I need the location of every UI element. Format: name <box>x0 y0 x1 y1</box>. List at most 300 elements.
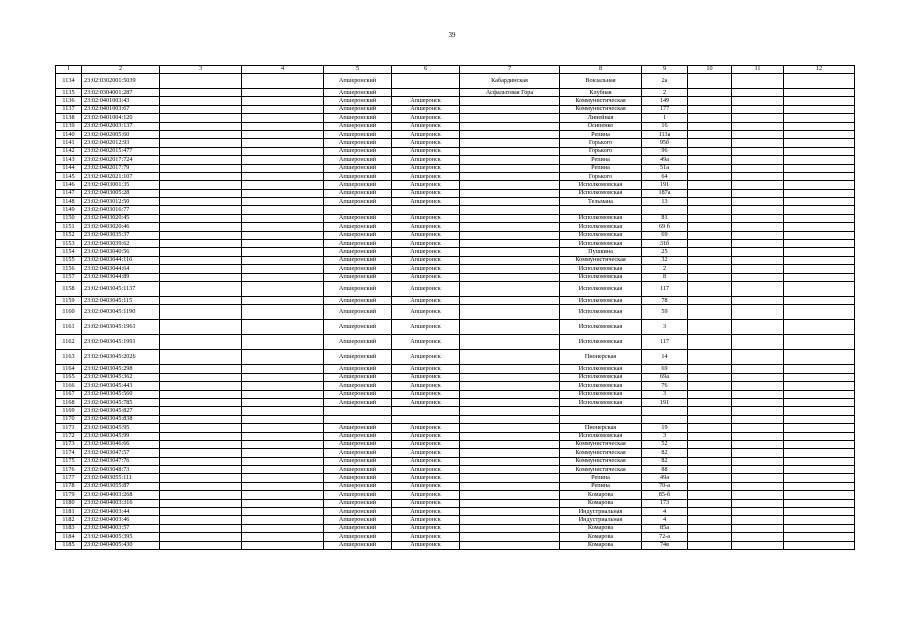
house-number-cell: 64 <box>642 172 688 180</box>
street-cell: Исполкомовская <box>560 373 642 381</box>
table-row <box>56 164 855 172</box>
district-cell: Апшеронский <box>324 474 392 482</box>
empty-cell <box>160 440 242 448</box>
street-cell: Комарова <box>560 499 642 507</box>
empty-cell <box>784 114 855 122</box>
house-number-cell: 69 б <box>642 223 688 231</box>
house-number-cell: 2а <box>642 74 688 89</box>
empty-cell <box>784 320 855 335</box>
street-cell: Коммунистическая <box>560 256 642 264</box>
column-number: 11 <box>732 66 784 74</box>
empty-cell <box>784 231 855 239</box>
locality-cell <box>460 320 560 335</box>
settlement-cell: Апшеронск <box>392 335 460 350</box>
empty-cell <box>160 156 242 164</box>
empty-cell <box>732 273 784 281</box>
empty-cell <box>688 256 732 264</box>
empty-cell <box>784 130 855 138</box>
house-number-cell: 88 <box>642 466 688 474</box>
district-cell: Апшеронский <box>324 482 392 490</box>
empty-cell <box>784 508 855 516</box>
house-number-cell: 2 <box>642 265 688 273</box>
street-cell: Индустриальная <box>560 508 642 516</box>
empty-cell <box>732 457 784 465</box>
empty-cell <box>688 265 732 273</box>
street-cell: Исполкомовская <box>560 223 642 231</box>
row-number-cell: 1154 <box>56 248 82 256</box>
locality-cell: Асфальтовая Гора <box>460 89 560 97</box>
empty-cell <box>688 541 732 549</box>
empty-cell <box>688 139 732 147</box>
column-number: 1 <box>56 66 82 74</box>
empty-cell <box>688 305 732 320</box>
cadastral-number-cell: 23:02:0402017:724 <box>82 156 160 164</box>
house-number-cell: 4 <box>642 516 688 524</box>
column-number: 3 <box>160 66 242 74</box>
empty-cell <box>784 273 855 281</box>
locality-cell <box>460 122 560 130</box>
district-cell <box>324 206 392 214</box>
row-number-cell: 1140 <box>56 130 82 138</box>
locality-cell <box>460 499 560 507</box>
house-number-cell <box>642 206 688 214</box>
row-number-cell: 1149 <box>56 206 82 214</box>
cadastral-number-cell: 23:02:0403045:1137 <box>82 281 160 296</box>
empty-cell <box>784 432 855 440</box>
empty-cell <box>242 130 324 138</box>
empty-cell <box>242 248 324 256</box>
settlement-cell: Апшеронск <box>392 474 460 482</box>
house-number-cell: 95б <box>642 139 688 147</box>
cadastral-number-cell: 23:02:0403020:45 <box>82 214 160 222</box>
locality-cell <box>460 482 560 490</box>
empty-cell <box>160 335 242 350</box>
empty-cell <box>688 373 732 381</box>
empty-cell <box>732 382 784 390</box>
empty-cell <box>688 398 732 406</box>
table-row <box>56 457 855 465</box>
empty-cell <box>784 533 855 541</box>
street-cell: Пушкина <box>560 248 642 256</box>
empty-cell <box>732 320 784 335</box>
house-number-cell: 69 <box>642 365 688 373</box>
empty-cell <box>732 164 784 172</box>
empty-cell <box>732 281 784 296</box>
empty-cell <box>160 508 242 516</box>
empty-cell <box>242 206 324 214</box>
district-cell: Апшеронский <box>324 273 392 281</box>
street-cell: Исполкомовская <box>560 390 642 398</box>
empty-cell <box>688 189 732 197</box>
empty-cell <box>688 172 732 180</box>
locality-cell <box>460 305 560 320</box>
settlement-cell: Апшеронск <box>392 172 460 180</box>
district-cell: Апшеронский <box>324 139 392 147</box>
house-number-cell: 16 <box>642 122 688 130</box>
empty-cell <box>160 164 242 172</box>
empty-cell <box>688 89 732 97</box>
street-cell: Исполкомовская <box>560 273 642 281</box>
empty-cell <box>242 516 324 524</box>
district-cell: Апшеронский <box>324 97 392 105</box>
table-row <box>56 398 855 406</box>
table-row <box>56 491 855 499</box>
empty-cell <box>688 223 732 231</box>
column-number: 7 <box>460 66 560 74</box>
street-cell: Репина <box>560 482 642 490</box>
table-row <box>56 240 855 248</box>
locality-cell <box>460 156 560 164</box>
locality-cell <box>460 206 560 214</box>
district-cell: Апшеронский <box>324 105 392 113</box>
table-row <box>56 97 855 105</box>
locality-cell <box>460 240 560 248</box>
column-number-row <box>56 66 855 74</box>
settlement-cell: Апшеронск <box>392 122 460 130</box>
settlement-cell: Апшеронск <box>392 482 460 490</box>
empty-cell <box>732 482 784 490</box>
cadastral-number-cell: 23:02:0403044:89 <box>82 273 160 281</box>
column-number: 4 <box>242 66 324 74</box>
empty-cell <box>784 424 855 432</box>
cadastral-number-cell: 23:02:0403046:66 <box>82 440 160 448</box>
empty-cell <box>160 296 242 304</box>
empty-cell <box>160 97 242 105</box>
empty-cell <box>688 524 732 532</box>
district-cell: Апшеронский <box>324 265 392 273</box>
district-cell: Апшеронский <box>324 164 392 172</box>
house-number-cell: 117 <box>642 335 688 350</box>
cadastral-number-cell: 23:02:0403045:99 <box>82 432 160 440</box>
cadastral-number-cell: 23:02:0404003:268 <box>82 491 160 499</box>
settlement-cell: Апшеронск <box>392 516 460 524</box>
empty-cell <box>784 181 855 189</box>
empty-cell <box>242 240 324 248</box>
cadastral-number-cell: 23:02:0403045:2026 <box>82 350 160 365</box>
empty-cell <box>784 223 855 231</box>
locality-cell <box>460 256 560 264</box>
empty-cell <box>784 164 855 172</box>
table-row <box>56 281 855 296</box>
empty-cell <box>160 499 242 507</box>
settlement-cell: Апшеронск <box>392 398 460 406</box>
empty-cell <box>732 223 784 231</box>
house-number-cell: 113а <box>642 130 688 138</box>
locality-cell <box>460 97 560 105</box>
street-cell: Горького <box>560 147 642 155</box>
cadastral-number-cell: 23:02:0403045:95 <box>82 424 160 432</box>
column-number: 5 <box>324 66 392 74</box>
street-cell: Комарова <box>560 524 642 532</box>
district-cell: Апшеронский <box>324 147 392 155</box>
column-number: 12 <box>784 66 855 74</box>
empty-cell <box>784 105 855 113</box>
street-cell: Линейная <box>560 114 642 122</box>
empty-cell <box>688 97 732 105</box>
settlement-cell: Апшеронск <box>392 424 460 432</box>
locality-cell <box>460 214 560 222</box>
table-row <box>56 147 855 155</box>
settlement-cell: Апшеронск <box>392 139 460 147</box>
street-cell: Горького <box>560 139 642 147</box>
empty-cell <box>160 74 242 89</box>
empty-cell <box>784 449 855 457</box>
house-number-cell: 69 <box>642 231 688 239</box>
district-cell: Апшеронский <box>324 231 392 239</box>
empty-cell <box>784 206 855 214</box>
empty-cell <box>784 398 855 406</box>
empty-cell <box>688 533 732 541</box>
empty-cell <box>732 248 784 256</box>
empty-cell <box>732 74 784 89</box>
empty-cell <box>732 508 784 516</box>
empty-cell <box>242 398 324 406</box>
locality-cell <box>460 172 560 180</box>
empty-cell <box>784 305 855 320</box>
locality-cell: Кабардинская <box>460 74 560 89</box>
empty-cell <box>160 516 242 524</box>
table-row <box>56 74 855 89</box>
empty-cell <box>242 214 324 222</box>
district-cell: Апшеронский <box>324 524 392 532</box>
settlement-cell: Апшеронск <box>392 350 460 365</box>
row-number-cell: 1168 <box>56 398 82 406</box>
locality-cell <box>460 466 560 474</box>
locality-cell <box>460 273 560 281</box>
table-row <box>56 320 855 335</box>
table-row <box>56 305 855 320</box>
empty-cell <box>160 122 242 130</box>
empty-cell <box>242 189 324 197</box>
table-row <box>56 198 855 206</box>
house-number-cell: 177 <box>642 105 688 113</box>
empty-cell <box>242 265 324 273</box>
empty-cell <box>688 508 732 516</box>
district-cell: Апшеронский <box>324 398 392 406</box>
row-number-cell: 1145 <box>56 172 82 180</box>
empty-cell <box>688 114 732 122</box>
district-cell: Апшеронский <box>324 457 392 465</box>
house-number-cell: 69а <box>642 373 688 381</box>
settlement-cell <box>392 89 460 97</box>
empty-cell <box>160 457 242 465</box>
settlement-cell: Апшеронск <box>392 281 460 296</box>
empty-cell <box>160 189 242 197</box>
empty-cell <box>732 449 784 457</box>
row-number-cell: 1180 <box>56 499 82 507</box>
empty-cell <box>242 122 324 130</box>
house-number-cell: 31б <box>642 240 688 248</box>
empty-cell <box>784 524 855 532</box>
empty-cell <box>160 130 242 138</box>
empty-cell <box>784 516 855 524</box>
cadastral-number-cell: 23:02:0401004:120 <box>82 114 160 122</box>
table-row <box>56 382 855 390</box>
empty-cell <box>160 231 242 239</box>
settlement-cell: Апшеронск <box>392 223 460 231</box>
house-number-cell: 52 <box>642 440 688 448</box>
settlement-cell: Апшеронск <box>392 466 460 474</box>
empty-cell <box>242 273 324 281</box>
cadastral-number-cell: 23:02:0403047:76 <box>82 457 160 465</box>
empty-cell <box>242 305 324 320</box>
settlement-cell: Апшеронск <box>392 198 460 206</box>
table-row <box>56 335 855 350</box>
empty-cell <box>242 432 324 440</box>
cadastral-number-cell: 23:02:0403040:56 <box>82 248 160 256</box>
cadastral-number-cell: 23:02:0404003:316 <box>82 499 160 507</box>
empty-cell <box>732 265 784 273</box>
settlement-cell <box>392 407 460 415</box>
empty-cell <box>732 373 784 381</box>
empty-cell <box>688 499 732 507</box>
district-cell: Апшеронский <box>324 382 392 390</box>
empty-cell <box>784 457 855 465</box>
cadastral-number-cell: 23:02:0403001:35 <box>82 181 160 189</box>
empty-cell <box>732 466 784 474</box>
empty-cell <box>242 449 324 457</box>
empty-cell <box>732 89 784 97</box>
row-number-cell: 1141 <box>56 139 82 147</box>
house-number-cell: 8 <box>642 273 688 281</box>
district-cell: Апшеронский <box>324 508 392 516</box>
street-cell: Исполкомовская <box>560 365 642 373</box>
empty-cell <box>688 466 732 474</box>
street-cell: Вокзальная <box>560 74 642 89</box>
empty-cell <box>732 440 784 448</box>
empty-cell <box>242 335 324 350</box>
settlement-cell: Апшеронск <box>392 491 460 499</box>
settlement-cell: Апшеронск <box>392 214 460 222</box>
row-number-cell: 1143 <box>56 156 82 164</box>
empty-cell <box>688 273 732 281</box>
empty-cell <box>732 424 784 432</box>
empty-cell <box>160 491 242 499</box>
house-number-cell: 25 <box>642 248 688 256</box>
cadastral-number-cell: 23:02:0403044:116 <box>82 256 160 264</box>
district-cell: Апшеронский <box>324 449 392 457</box>
empty-cell <box>732 172 784 180</box>
locality-cell <box>460 457 560 465</box>
settlement-cell: Апшеронск <box>392 231 460 239</box>
table-row <box>56 482 855 490</box>
empty-cell <box>242 424 324 432</box>
empty-cell <box>784 373 855 381</box>
locality-cell <box>460 147 560 155</box>
row-number-cell: 1162 <box>56 335 82 350</box>
empty-cell <box>688 296 732 304</box>
district-cell: Апшеронский <box>324 248 392 256</box>
table-row <box>56 499 855 507</box>
empty-cell <box>688 248 732 256</box>
locality-cell <box>460 248 560 256</box>
table-row <box>56 223 855 231</box>
settlement-cell: Апшеронск <box>392 541 460 549</box>
settlement-cell: Апшеронск <box>392 156 460 164</box>
table-row <box>56 105 855 113</box>
cadastral-number-cell: 23:02:0403020:46 <box>82 223 160 231</box>
empty-cell <box>242 350 324 365</box>
locality-cell <box>460 114 560 122</box>
cadastral-number-cell: 23:02:0403055:87 <box>82 482 160 490</box>
cadastral-number-cell: 23:02:0403045:838 <box>82 415 160 423</box>
empty-cell <box>784 248 855 256</box>
table-body <box>56 74 855 550</box>
district-cell: Апшеронский <box>324 181 392 189</box>
district-cell: Апшеронский <box>324 114 392 122</box>
table-row <box>56 114 855 122</box>
row-number-cell: 1163 <box>56 350 82 365</box>
locality-cell <box>460 139 560 147</box>
empty-cell <box>242 541 324 549</box>
district-cell: Апшеронский <box>324 424 392 432</box>
empty-cell <box>784 198 855 206</box>
row-number-cell: 1177 <box>56 474 82 482</box>
locality-cell <box>460 508 560 516</box>
row-number-cell: 1142 <box>56 147 82 155</box>
empty-cell <box>732 189 784 197</box>
cadastral-number-cell: 23:02:0404005:430 <box>82 541 160 549</box>
house-number-cell: 82 <box>642 449 688 457</box>
empty-cell <box>160 415 242 423</box>
house-number-cell: 191 <box>642 181 688 189</box>
empty-cell <box>732 296 784 304</box>
street-cell: Исполкомовская <box>560 335 642 350</box>
empty-cell <box>732 147 784 155</box>
locality-cell <box>460 524 560 532</box>
row-number-cell: 1144 <box>56 164 82 172</box>
empty-cell <box>688 390 732 398</box>
street-cell <box>560 407 642 415</box>
street-cell: Репина <box>560 164 642 172</box>
empty-cell <box>688 407 732 415</box>
district-cell: Апшеронский <box>324 466 392 474</box>
cadastral-number-cell: 23:02:0403035:37 <box>82 231 160 239</box>
district-cell: Апшеронский <box>324 214 392 222</box>
empty-cell <box>784 482 855 490</box>
empty-cell <box>688 122 732 130</box>
settlement-cell: Апшеронск <box>392 105 460 113</box>
district-cell: Апшеронский <box>324 365 392 373</box>
street-cell: Коммунистическая <box>560 457 642 465</box>
street-cell: Репина <box>560 474 642 482</box>
settlement-cell: Апшеронск <box>392 432 460 440</box>
house-number-cell: 82 <box>642 457 688 465</box>
empty-cell <box>784 335 855 350</box>
empty-cell <box>688 424 732 432</box>
row-number-cell: 1178 <box>56 482 82 490</box>
street-cell: Коммунистическая <box>560 105 642 113</box>
house-number-cell: 3 <box>642 320 688 335</box>
row-number-cell: 1171 <box>56 424 82 432</box>
empty-cell <box>784 281 855 296</box>
cadastral-number-cell: 23:02:0403048:73 <box>82 466 160 474</box>
empty-cell <box>160 147 242 155</box>
empty-cell <box>160 265 242 273</box>
empty-cell <box>242 296 324 304</box>
street-cell: Коммунистическая <box>560 449 642 457</box>
empty-cell <box>784 474 855 482</box>
empty-cell <box>242 89 324 97</box>
house-number-cell: 78 <box>642 296 688 304</box>
district-cell: Апшеронский <box>324 240 392 248</box>
empty-cell <box>732 181 784 189</box>
house-number-cell: 96 <box>642 147 688 155</box>
empty-cell <box>688 350 732 365</box>
row-number-cell: 1183 <box>56 524 82 532</box>
locality-cell <box>460 440 560 448</box>
empty-cell <box>242 440 324 448</box>
